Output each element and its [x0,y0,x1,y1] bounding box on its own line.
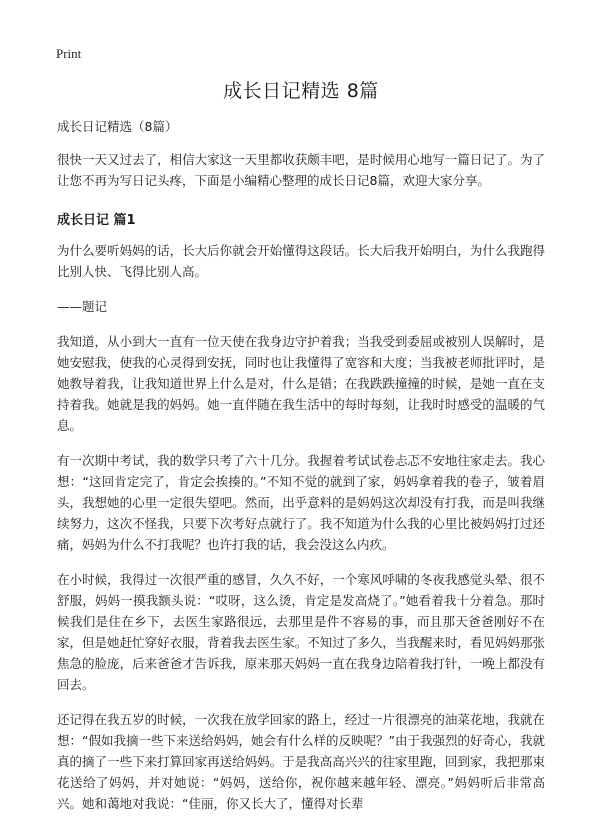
document-body [57,76,545,828]
print-link[interactable]: Print [56,46,82,61]
epigraph-signature: ——题记 [57,299,108,314]
paragraph-1: 为什么要听妈妈的话，长大后你就会开始懂得这段话。长大后我开始明白，为什么我跑得比别人快、飞得比别人高。 [57,243,545,279]
paragraph-4: 在小时候，我得过一次很严重的感冒，久久不好，一个寒风呼啸的冬夜我感觉头晕、很不舒服，妈妈一摸我额头说：“哎呀，这么烫，肯定是发高烧了。”她看着我十分着急。那时候我们是住在乡下，去医生家路很远，去那里是件不容易的事，而且那天爸爸刚好不在家，但是她赶忙穿好衣服，背着我去医生家。不知过了多久，当我醒来时，看见妈妈那张焦急的脸庞，后来爸爸才告诉我，原来那天妈妈一直在我身边陪着我打针，一晚上都没有回去。 [57,572,545,692]
page-title: 成长日记精选 8篇 [223,80,379,102]
section-heading: 成长日记 篇1 [57,213,136,228]
intro-paragraph: 很快一天又过去了，相信大家这一天里都收获颇丰吧，是时候用心地写一篇日记了。为了让您不再为写日记头疼，下面是小编精心整理的成长日记8篇，欢迎大家分享。 [57,152,545,188]
paragraph-3: 有一次期中考试，我的数学只考了六十几分。我握着考试试卷忐忑不安地往家走去。我心想：“这回肯定完了，肯定会挨揍的。”不知不觉的就到了家，妈妈拿着我的卷子，皱着眉头，我想她的心里一定很失望吧。然而，出乎意料的是妈妈这次却没有打我，而是叫我继续努力，这次不怪我，只要下次考好点就行了。我不知道为什么我的心里比被妈妈打过还痛，妈妈为什么不打我呢？也许打我的话，我会没这么内疚。 [57,453,545,552]
paragraph-2: 我知道，从小到大一直有一位天使在我身边守护着我；当我受到委屈或被别人误解时，是她安慰我，使我的心灵得到安抚，同时也让我懂得了宽容和大度；当我被老师批评时，是她教导着我，让我知道世界上什么是对，什么是错；在我跌跌撞撞的时候，是她一直在支持着我。她就是我的妈妈。她一直伴随在我生活中的每时每刻，让我时时感受的温暖的气息。 [57,334,545,433]
paragraph-5: 还记得在我五岁的时候，一次我在放学回家的路上，经过一片很漂亮的油菜花地，我就在想：“假如我摘一些下来送给妈妈，她会有什么样的反映呢？”由于我强烈的好奇心，我就真的摘了一些下来打算回家再送给妈妈。于是我高高兴兴的往家里跑，回到家，我把那束花送给了妈妈，并对她说：“妈妈，送给你，祝你越来越年轻、漂亮。”妈妈听后非常高兴。她和蔼地对我说：“佳丽，你又长大了，懂得对长辈 [57,712,545,811]
document-subtitle: 成长日记精选（8篇） [57,119,178,134]
